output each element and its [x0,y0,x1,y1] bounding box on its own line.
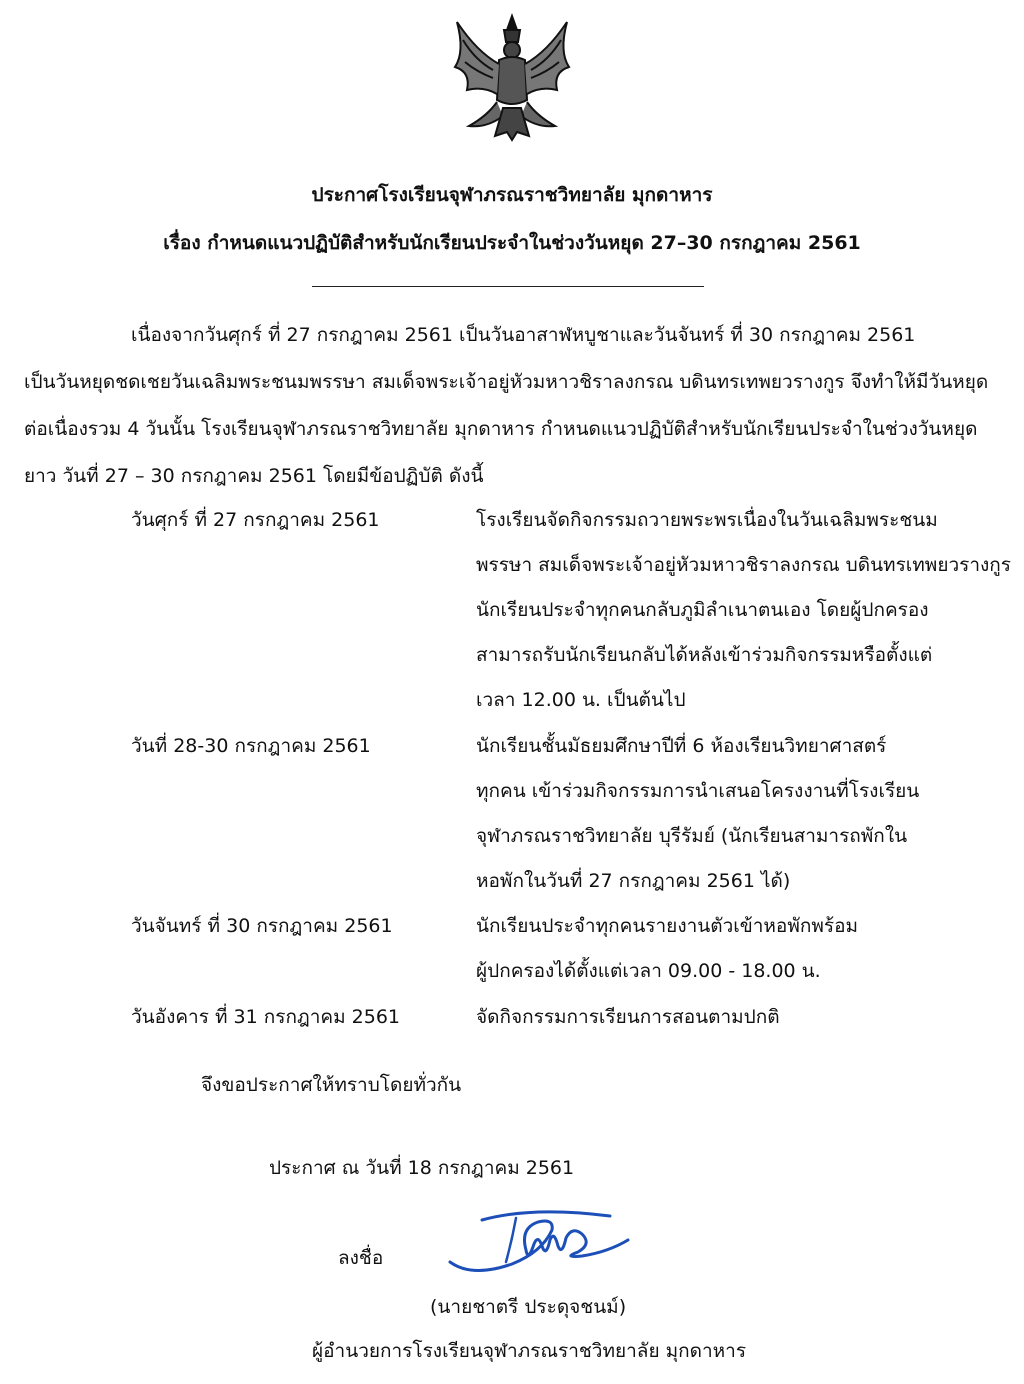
schedule-text: สามารถรับนักเรียนกลับได้หลังเข้าร่วมกิจกรรมหรือตั้งแต่ [476,644,933,666]
signature-mark-icon [442,1200,632,1280]
schedule-text: ผู้ปกครองได้ตั้งแต่เวลา 09.00 - 18.00 น. [476,960,821,982]
schedule-date: วันศุกร์ ที่ 27 กรกฎาคม 2561 [131,509,380,531]
garuda-emblem-icon [447,12,577,144]
schedule-text: จุฬาภรณราชวิทยาลัย บุรีรัมย์ (นักเรียนสามารถพักใน [476,825,908,847]
signatory-name: (นายชาตรี ประดุจชนม์) [430,1296,627,1318]
schedule-text: นักเรียนชั้นมัธยมศึกษาปีที่ 6 ห้องเรียนวิทยาศาสตร์ [476,735,887,757]
body-line: เนื่องจากวันศุกร์ ที่ 27 กรกฎาคม 2561 เป็นวันอาสาฬหบูชาและวันจันทร์ ที่ 30 กรกฎาคม 2561 [131,324,916,346]
announced-date: ประกาศ ณ วันที่ 18 กรกฎาคม 2561 [269,1157,575,1179]
schedule-date: วันที่ 28-30 กรกฎาคม 2561 [131,735,371,757]
schedule-text: โรงเรียนจัดกิจกรรมถวายพระพรเนื่องในวันเฉลิมพระชนม [476,509,938,531]
schedule-text: หอพักในวันที่ 27 กรกฎาคม 2561 ได้) [476,870,791,892]
signatory-position: ผู้อำนวยการโรงเรียนจุฬาภรณราชวิทยาลัย มุกดาหาร [312,1340,747,1362]
signature-label: ลงชื่อ [338,1247,384,1269]
schedule-text: นักเรียนประจำทุกคนกลับภูมิลำเนาตนเอง โดยผู้ปกครอง [476,599,929,621]
schedule-text: ทุกคน เข้าร่วมกิจกรรมการนำเสนอโครงงานที่โรงเรียน [476,780,920,802]
schedule-text: เวลา 12.00 น. เป็นต้นไป [476,689,686,711]
schedule-text: จัดกิจกรรมการเรียนการสอนตามปกติ [476,1006,780,1028]
schedule-text: พรรษา สมเด็จพระเจ้าอยู่หัวมหาวชิราลงกรณ บดินทรเทพยวรางกูร [476,554,1011,576]
announcement-subject: เรื่อง กำหนดแนวปฏิบัติสำหรับนักเรียนประจำในช่วงวันหยุด 27–30 กรกฎาคม 2561 [163,232,861,254]
body-line: เป็นวันหยุดชดเชยวันเฉลิมพระชนมพรรษา สมเด็จพระเจ้าอยู่หัวมหาวชิราลงกรณ บดินทรเทพยวรางกูร จึงทำให้มีวันหยุด [24,371,989,393]
title-underline [312,286,704,287]
announcement-title: ประกาศโรงเรียนจุฬาภรณราชวิทยาลัย มุกดาหาร [311,184,713,206]
closing-statement: จึงขอประกาศให้ทราบโดยทั่วกัน [201,1074,462,1096]
schedule-text: นักเรียนประจำทุกคนรายงานตัวเข้าหอพักพร้อม [476,915,859,937]
body-line: ยาว วันที่ 27 – 30 กรกฎาคม 2561 โดยมีข้อปฏิบัติ ดังนี้ [24,465,484,487]
body-line: ต่อเนื่องรวม 4 วันนั้น โรงเรียนจุฬาภรณราชวิทยาลัย มุกดาหาร กำหนดแนวปฏิบัติสำหรับนักเรียนประจำในช่วงวันหยุด [24,418,978,440]
schedule-date: วันจันทร์ ที่ 30 กรกฎาคม 2561 [131,915,393,937]
schedule-date: วันอังคาร ที่ 31 กรกฎาคม 2561 [131,1006,401,1028]
